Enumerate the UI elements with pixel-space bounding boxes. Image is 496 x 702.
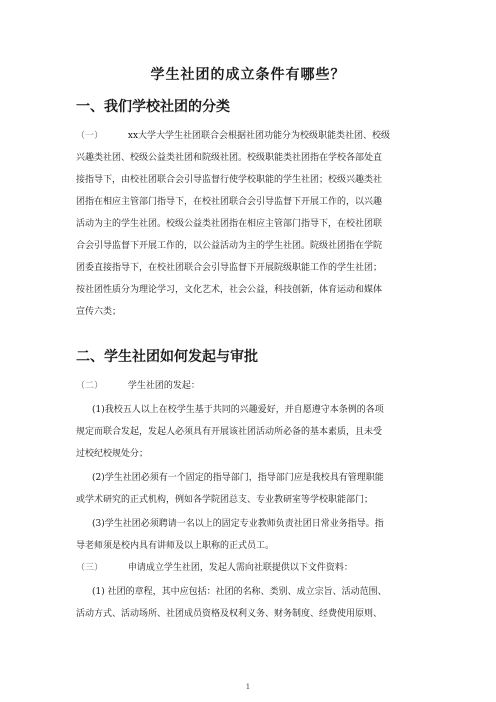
paragraph-line: 宣传六类；: [76, 307, 122, 317]
paragraph-line: 团指在相应主管部门指导下，在校社团联合会引导监督下开展工作的，以兴趣: [76, 197, 383, 207]
document-title: 学生社团的成立条件有哪些？: [150, 67, 346, 83]
paragraph-line: 团委直接指导下，在校社团联合会引导监督下开展院级职能工作的学生社团；: [76, 263, 383, 273]
paragraph-line: [76, 130, 390, 142]
paragraph-line: (3)学生社团必须聘请一名以上的固定专业教师负责社团日常业务指导。指: [92, 519, 384, 529]
paragraph-line: 或学术研究的正式机构，例如各学院团总支、专业教研室等学校职能部门；: [76, 495, 374, 505]
paragraph-line: 活动为主的学生社团。校级公益类社团指在相应主管部门指导下，在校社团联: [76, 219, 383, 229]
paragraph-line: [76, 562, 353, 574]
section-2-heading: 二、学生社团如何发起与审批: [76, 349, 258, 365]
paragraph-line: (2)学生社团必须有一个固定的指导部门，指导部门应是我校具有管理职能: [92, 473, 384, 483]
paragraph-line: [76, 380, 200, 392]
paragraph-line: 过校纪校规处分；: [76, 449, 149, 459]
paragraph-text: xx大学大学生社团联合会根据社团功能分为校级职能类社团、校级: [127, 131, 391, 141]
paragraph-line: (1)我校五人以上在校学生基于共同的兴趣爱好，并自愿遵守本条例的各项: [92, 405, 384, 415]
paragraph-line: 导老师须是校内具有讲师及以上职称的正式员工。: [76, 541, 275, 551]
section-1-heading: 一、我们学校社团的分类: [76, 99, 230, 115]
paragraph-line: 按社团性质分为理论学习，文化艺术，社会公益，科技创新，体育运动和媒体: [76, 285, 383, 295]
paragraph-line: 兴趣类社团、校级公益类社团和院级社团。校级职能类社团指在学校各部处直: [76, 153, 383, 163]
paragraph-text: 申请成立学生社团，发起人需向社联提供以下文件资料：: [127, 563, 353, 573]
page-number: 1: [245, 683, 251, 691]
paragraph-line: 合会引导监督下开展工作的，以公益活动为主的学生社团。院级社团指在学院: [76, 241, 383, 251]
paragraph-line: 活动方式、活动场所、社团成员资格及权利义务、财务制度、经费使用原则、: [76, 609, 383, 619]
list-marker: （一）: [76, 131, 104, 141]
paragraph-text: 学生社团的发起：: [127, 381, 200, 391]
paragraph-line: 规定而联合发起，发起人必须具有开展该社团活动所必备的基本素质，且未受: [76, 427, 383, 437]
list-marker: （二）: [76, 381, 104, 391]
paragraph-line: 接指导下，由校社团联合会引导监督行使学校职能的学生社团；校级兴趣类社: [76, 175, 383, 185]
list-marker: （三）: [76, 563, 104, 573]
paragraph-line: (1) 社团的章程，其中应包括：社团的名称、类别、成立宗旨、活动范围、: [92, 587, 387, 597]
